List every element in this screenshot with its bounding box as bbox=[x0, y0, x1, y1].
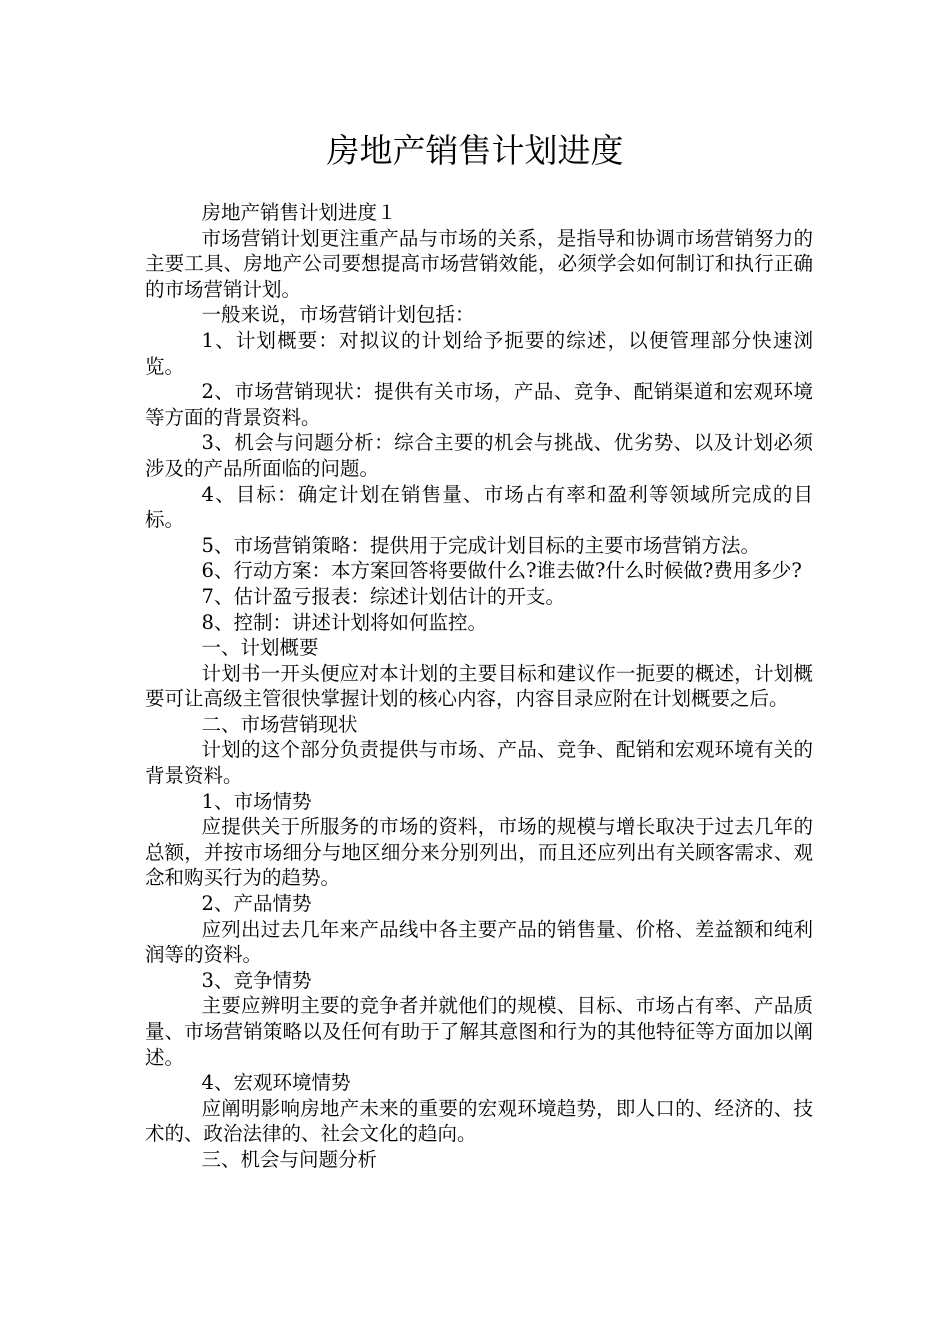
list-item: 6、行动方案：本方案回答将要做什么?谁去做?什么时候做?费用多少? bbox=[201, 559, 802, 583]
paragraph: 应列出过去几年来产品线中各主要产品的销售量、价格、差益额和纯利润等的资料。 bbox=[145, 917, 813, 967]
list-item: 4、目标：确定计划在销售量、市场占有率和盈利等领域所完成的目标。 bbox=[145, 482, 813, 532]
subsection-heading: 3、竞争情势 bbox=[201, 968, 312, 992]
section-heading: 三、机会与问题分析 bbox=[201, 1147, 378, 1171]
list-item: 2、市场营销现状：提供有关市场，产品、竞争、配销渠道和宏观环境等方面的背景资料。 bbox=[145, 380, 813, 429]
document-title: 房地产销售计划进度 bbox=[326, 131, 624, 170]
document-body bbox=[145, 200, 813, 1173]
paragraph: 应提供关于所服务的市场的资料，市场的规模与增长取决于过去几年的总额，并按市场细分与地区细分来分别列出，而且还应列出有关顾客需求、观念和购买行为的趋势。 bbox=[145, 815, 813, 890]
subsection-heading: 2、产品情势 bbox=[201, 892, 312, 916]
section-heading: 一、计划概要 bbox=[201, 636, 319, 660]
subsection-heading: 1、市场情势 bbox=[201, 789, 312, 813]
section-heading: 二、市场营销现状 bbox=[201, 712, 358, 736]
list-item: 7、估计盈亏报表：综述计划估计的开支。 bbox=[201, 584, 565, 608]
list-item: 1、计划概要：对拟议的计划给予扼要的综述，以便管理部分快速浏览。 bbox=[145, 328, 813, 378]
paragraph: 应阐明影响房地产未来的重要的宏观环境趋势，即人口的、经济的、技术的、政治法律的、社会文化的趋向。 bbox=[145, 1096, 813, 1146]
paragraph: 市场营销计划更注重产品与市场的关系，是指导和协调市场营销努力的主要工具、房地产公司要想提高市场营销效能，必须学会如何制订和执行正确的市场营销计划。 bbox=[145, 226, 813, 301]
list-item: 3、机会与问题分析：综合主要的机会与挑战、优劣势、以及计划必须涉及的产品所面临的问题。 bbox=[145, 431, 813, 480]
list-item: 5、市场营销策略：提供用于完成计划目标的主要市场营销方法。 bbox=[201, 533, 760, 557]
paragraph: 计划书一开头便应对本计划的主要目标和建议作一扼要的概述，计划概要可让高级主管很快掌握计划的核心内容，内容目录应附在计划概要之后。 bbox=[145, 661, 813, 711]
list-item: 8、控制：讲述计划将如何监控。 bbox=[201, 610, 487, 634]
paragraph: 计划的这个部分负责提供与市场、产品、竞争、配销和宏观环境有关的背景资料。 bbox=[145, 738, 813, 788]
paragraph: 主要应辨明主要的竞争者并就他们的规模、目标、市场占有率、产品质量、市场营销策略以及任何有助于了解其意图和行为的其他特征等方面加以阐述。 bbox=[145, 994, 813, 1069]
paragraph: 一般来说，市场营销计划包括： bbox=[201, 303, 475, 327]
paragraph-heading: 房地产销售计划进度１ bbox=[201, 201, 397, 224]
subsection-heading: 4、宏观环境情势 bbox=[201, 1071, 351, 1095]
